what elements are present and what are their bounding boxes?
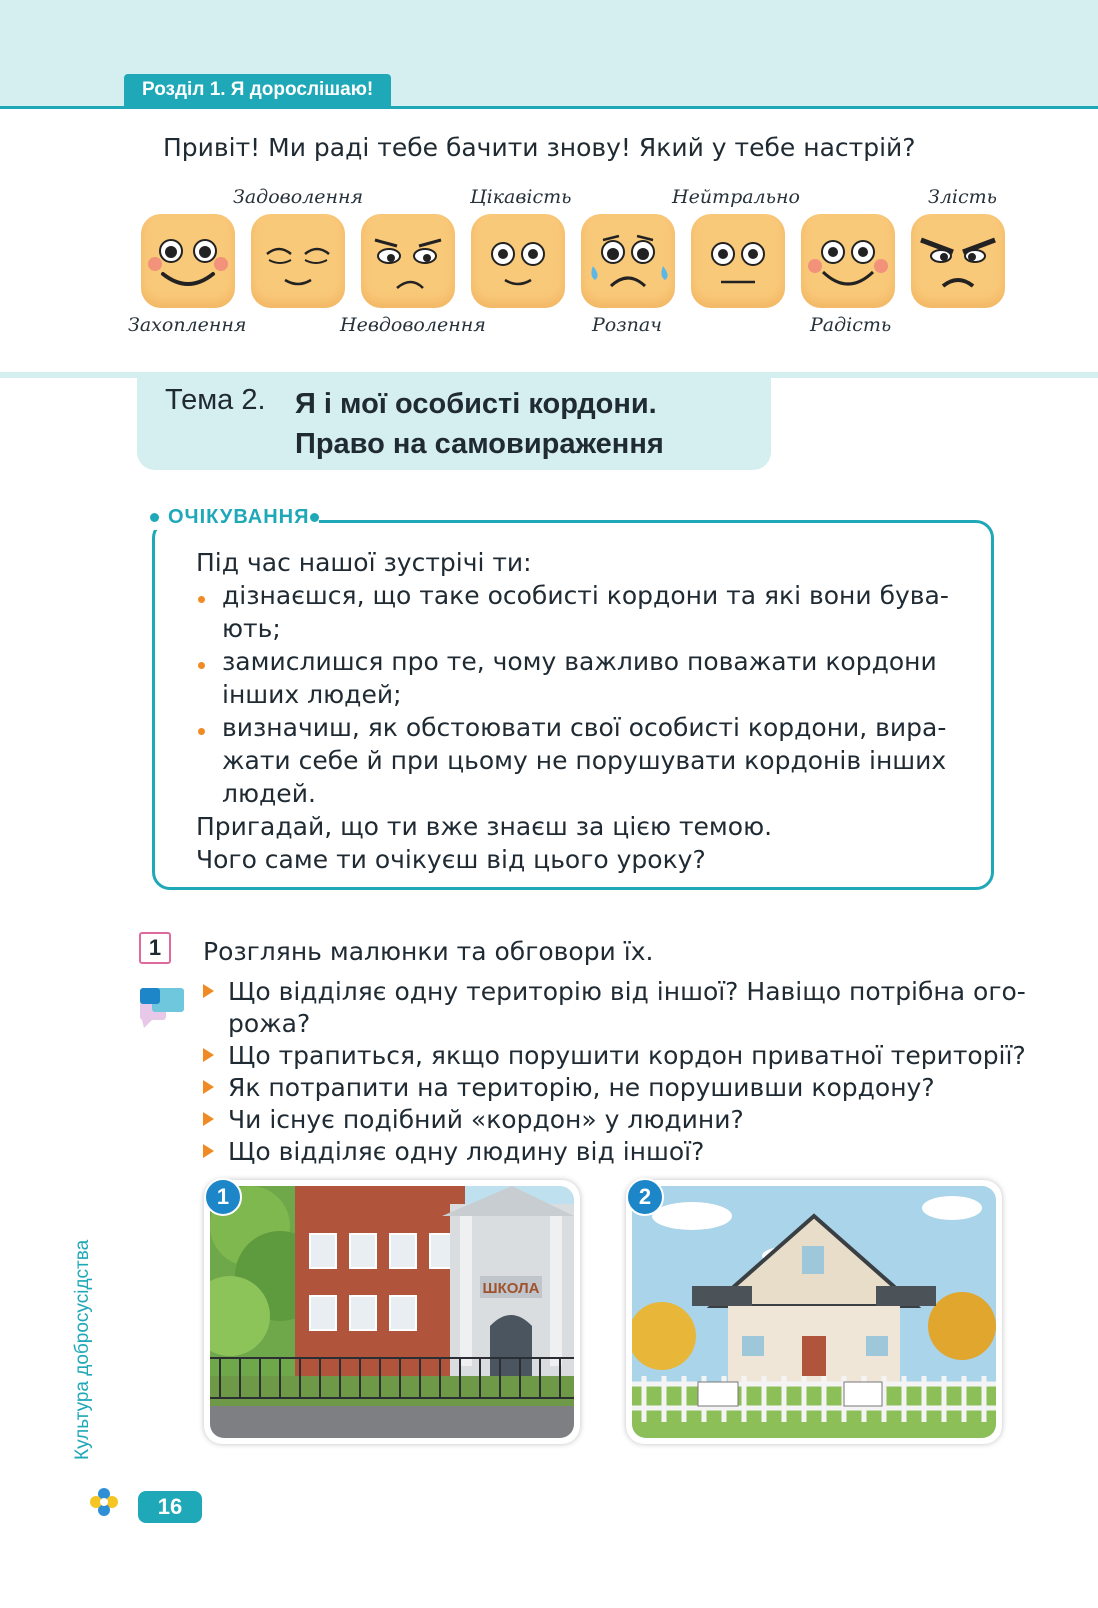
arrow-bullet-icon — [203, 1080, 214, 1094]
side-chapter-label: Культура добросусідства — [72, 1239, 93, 1460]
bullet-icon — [198, 728, 205, 735]
bullet-icon — [198, 596, 205, 603]
school-illustration — [204, 1180, 580, 1444]
bullet-icon — [198, 662, 205, 669]
mood-label-curiosity: Цікавість — [470, 186, 572, 208]
expectations-outro-2: Чого саме ти очікуєш від цього уроку? — [196, 845, 706, 874]
arrow-bullet-icon — [203, 1144, 214, 1158]
topic-label: Тема 2. — [165, 384, 266, 416]
expectation-line: жати себе й при цьому не порушувати кордонів інших — [222, 746, 947, 775]
topic-title — [295, 384, 664, 464]
mood-label-satisfaction: Задоволення — [233, 186, 364, 208]
mood-label-delight: Захоплення — [128, 314, 247, 336]
anger-face-icon — [911, 214, 1005, 308]
task-number: 1 — [139, 932, 171, 964]
mood-label-joy: Радість — [810, 314, 892, 336]
satisfaction-face-icon — [251, 214, 345, 308]
dissatisfaction-face-icon — [361, 214, 455, 308]
question-line: Що відділяє одну людину від іншої? — [228, 1137, 705, 1166]
expectations-outro-1: Пригадай, що ти вже знаєш за цією темою. — [196, 812, 773, 841]
mood-label-despair: Розпач — [592, 314, 662, 336]
question-line: Що відділяє одну територію від іншої? Навіщо потрібна ого- — [228, 977, 1026, 1006]
expectations-header — [150, 504, 319, 530]
section-tab: Розділ 1. Я дорослішаю! — [124, 74, 391, 106]
topic-title-line-2: Право на самовираження — [295, 428, 664, 460]
expectation-line: визначиш, як обстоювати свої особисті кордони, вира- — [222, 713, 947, 742]
mood-label-dissatisfaction: Невдоволення — [340, 314, 486, 336]
expectation-line: замислишся про те, чому важливо поважати кордони — [222, 647, 937, 676]
dot-icon — [150, 513, 159, 522]
image-badge-2: 2 — [626, 1178, 664, 1216]
greeting-text: Привіт! Ми раді тебе бачити знову! Який у тебе настрій? — [163, 133, 916, 162]
delight-face-icon — [141, 214, 235, 308]
school-sign: ШКОЛА — [482, 1280, 540, 1297]
topic-title-line-1: Я і мої особисті кордони. — [295, 388, 657, 420]
question-line: Чи існує подібний «кордон» у людини? — [228, 1105, 744, 1134]
joy-face-icon — [801, 214, 895, 308]
expectation-line: інших людей; — [222, 680, 402, 709]
house-illustration — [626, 1180, 1002, 1444]
page-number: 16 — [138, 1491, 202, 1523]
expectation-line: ють; — [222, 614, 281, 643]
expectations-title: ОЧІКУВАННЯ — [168, 506, 310, 528]
question-line: Як потрапити на територію, не порушивши кордону? — [228, 1073, 935, 1102]
expectation-line: людей. — [222, 779, 316, 808]
image-badge-1: 1 — [204, 1178, 242, 1216]
flower-icon — [88, 1486, 120, 1518]
task-instruction: Розглянь малюнки та обговори їх. — [203, 937, 654, 966]
expectations-intro: Під час нашої зустрічі ти: — [196, 548, 532, 577]
mood-label-neutral: Нейтрально — [672, 186, 800, 208]
arrow-bullet-icon — [203, 1048, 214, 1062]
mood-label-anger: Злість — [928, 186, 998, 208]
curiosity-face-icon — [471, 214, 565, 308]
question-line: Що трапиться, якщо порушити кордон приватної території? — [228, 1041, 1026, 1070]
arrow-bullet-icon — [203, 984, 214, 998]
neutral-face-icon — [691, 214, 785, 308]
arrow-bullet-icon — [203, 1112, 214, 1126]
dot-icon — [310, 513, 319, 522]
question-line: рожа? — [228, 1009, 311, 1038]
discussion-icon — [138, 986, 192, 1030]
expectation-line: дізнаєшся, що таке особисті кордони та які вони бува- — [222, 581, 949, 610]
despair-face-icon — [581, 214, 675, 308]
